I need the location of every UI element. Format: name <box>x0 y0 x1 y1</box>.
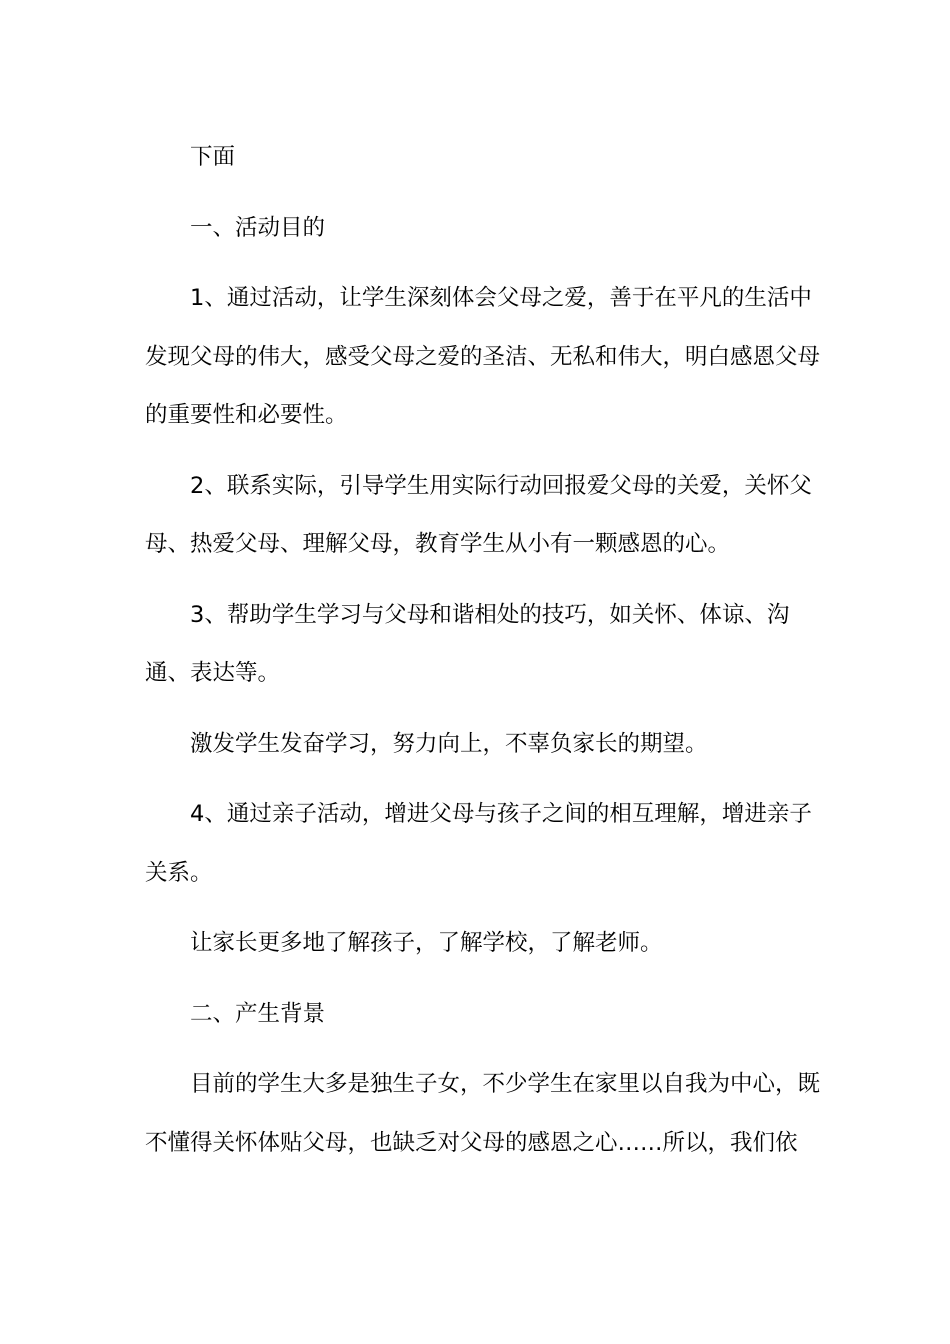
goal-item-1: 1、通过活动，让学生深刻体会父母之爱，善于在平凡的生活中发现父母的伟大，感受父母之爱的圣洁、无私和伟大，明白感恩父母的重要性和必要性。 <box>145 285 821 428</box>
goal-item-4: 4、通过亲子活动，增进父母与孩子之间的相互理解，增进亲子关系。 <box>145 801 812 886</box>
document-body <box>145 128 820 1184</box>
intro-line: 下面 <box>190 144 236 170</box>
goal-item-2: 2、联系实际，引导学生用实际行动回报爱父母的关爱，关怀父母、热爱父母、理解父母，教育学生从小有一颗感恩的心。 <box>145 472 812 557</box>
background-paragraph: 目前的学生大多是独生子女，不少学生在家里以自我为中心，既不懂得关怀体贴父母，也缺乏对父母的感恩之心……所以，我们依 <box>145 1071 821 1156</box>
goal-item-3: 3、帮助学生学习与父母和谐相处的技巧，如关怀、体谅、沟通、表达等。 <box>145 601 790 686</box>
section-heading-background: 二、产生背景 <box>190 1000 326 1027</box>
section-heading-activity-goals: 一、活动目的 <box>190 214 326 241</box>
goal-item-3-continued: 激发学生发奋学习，努力向上，不辜负家长的期望。 <box>190 730 708 757</box>
goal-item-4-continued: 让家长更多地了解孩子，了解学校，了解老师。 <box>190 930 663 956</box>
